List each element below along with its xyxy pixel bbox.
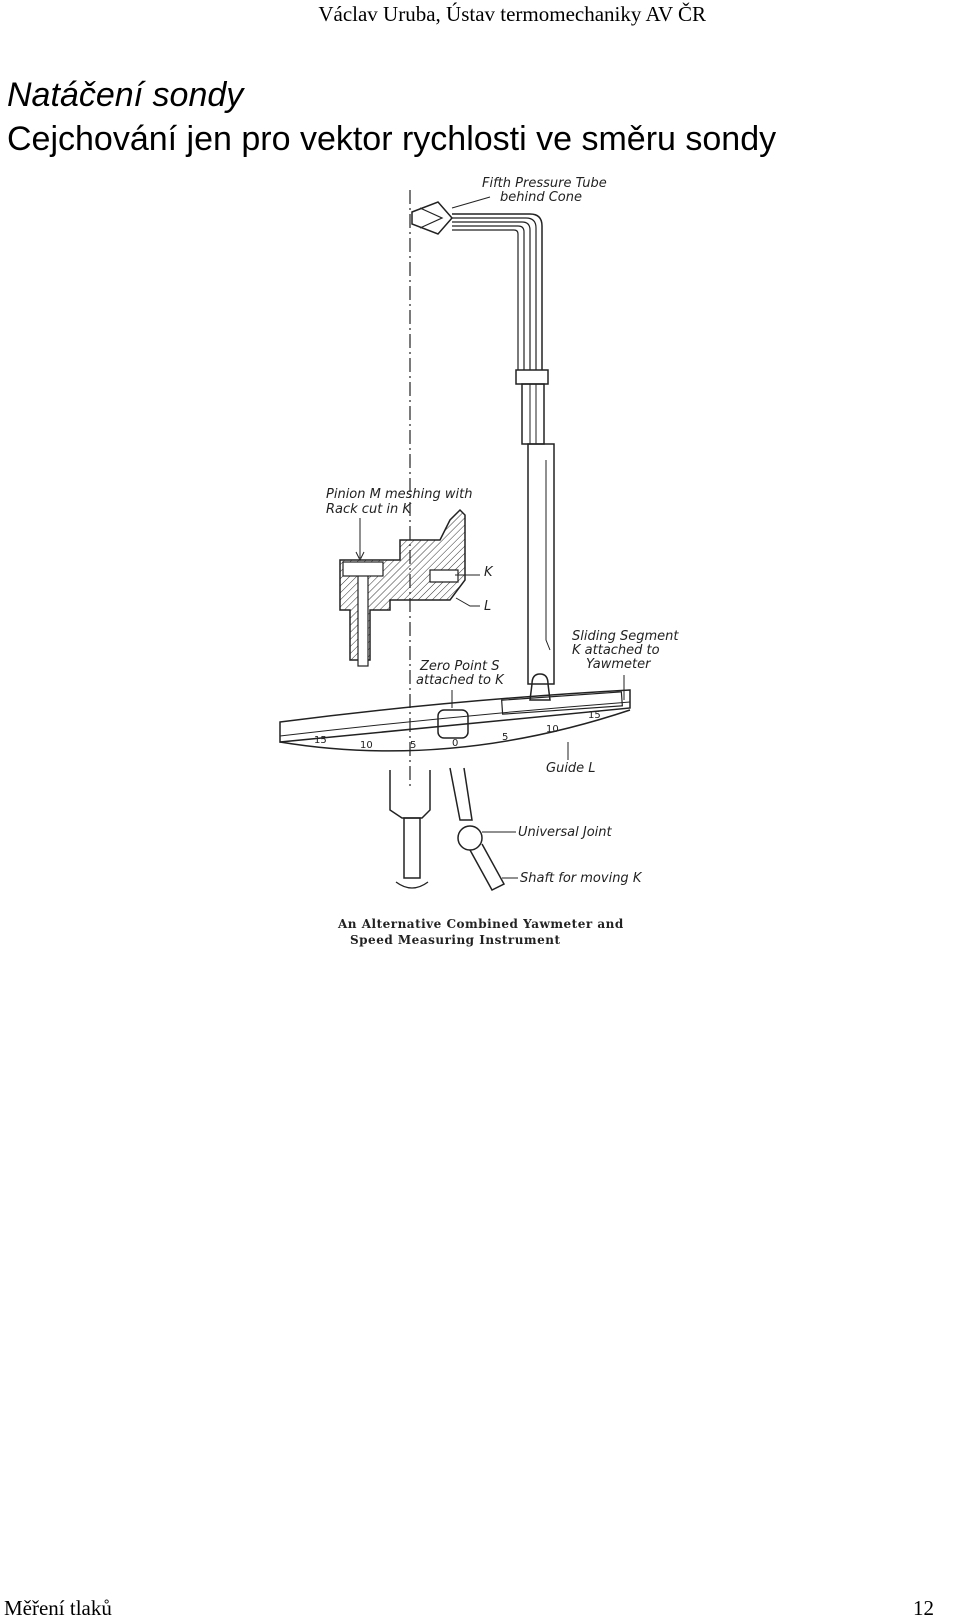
tick-label-5: 5 [502,732,509,743]
fifth-tube-label-2: behind Cone [500,190,582,205]
page-number: 12 [913,1596,934,1620]
pinion-label-2: Rack cut in K [326,502,411,517]
lower-shafts [390,768,504,890]
guide-label: Guide L [546,761,596,776]
probe-head [412,202,542,370]
sliding-label-3: Yawmeter [586,657,651,672]
slide-subtitle: Cejchování jen pro vektor rychlosti ve směru sondy [7,120,777,158]
tick-label-6: 10 [546,724,559,735]
universal-label: Universal Joint [518,825,612,840]
l-label: L [484,599,492,614]
yawmeter-drawing [190,170,750,970]
pinion-label-1: Pinion M meshing with [326,487,473,502]
header-author: Václav Uruba, Ústav termomechaniky AV ČR [318,2,706,26]
zero-label-1: Zero Point S [420,659,500,674]
tick-label-4: 0 [452,738,459,749]
k-label: K [484,565,493,580]
tick-label-3: 5 [410,740,417,751]
tick-label-1: 15 [314,735,327,746]
sliding-label-1: Sliding Segment [572,629,679,644]
stem [528,444,554,684]
pinion-section [340,510,465,666]
stem-upper [522,384,544,444]
tick-label-7: 15 [588,710,601,721]
footer-title: Měření tlaků [4,1596,112,1620]
figure-caption-1: An Alternative Combined Yawmeter and [338,917,624,931]
figure-caption-2: Speed Measuring Instrument [350,933,561,947]
zero-label-2: attached to K [416,673,504,688]
tick-label-2: 10 [360,740,373,751]
slide-title: Natáčení sondy [7,76,244,114]
yawmeter-figure [190,170,750,970]
collar [516,370,548,384]
sliding-label-2: K attached to [572,643,660,658]
fifth-tube-label-1: Fifth Pressure Tube [482,176,607,191]
fifth-tube-leader [452,197,490,208]
shaft-label: Shaft for moving K [520,871,642,886]
